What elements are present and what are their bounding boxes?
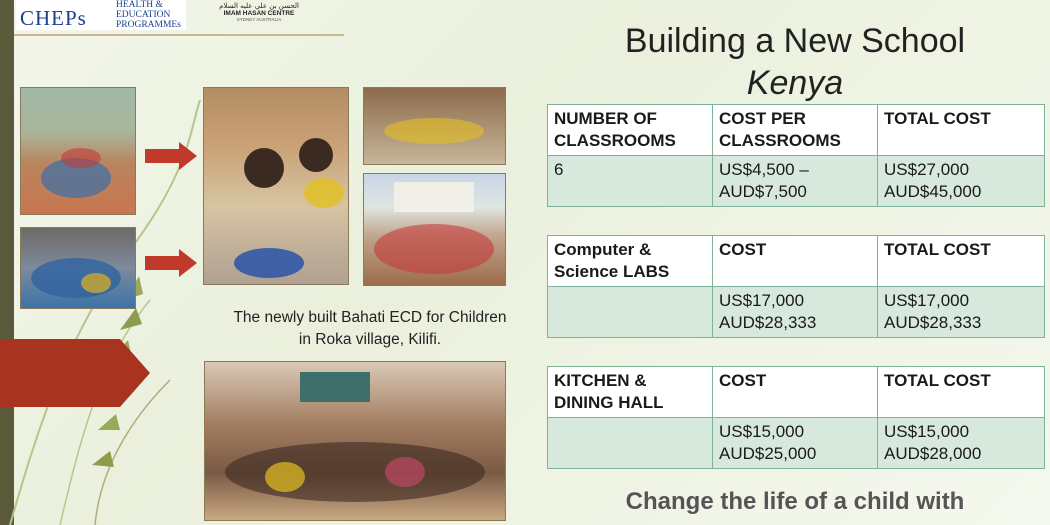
imam-logo-arabic: الحسن بن علي عليه السلام xyxy=(219,2,299,10)
cheps-logo xyxy=(16,0,186,30)
table-cell xyxy=(548,418,713,469)
photo-classroom-desks xyxy=(203,87,349,285)
photo-children-group xyxy=(20,227,136,309)
table-cell: 6 xyxy=(548,156,713,207)
imam-logo-name: IMAM HASAN CENTRE xyxy=(223,10,295,17)
table-header: Computer & Science LABS xyxy=(548,236,713,287)
table-cell: US$27,000 AUD$45,000 xyxy=(878,156,1045,207)
call-to-action-text: Change the life of a child with xyxy=(625,488,965,515)
slide-subtitle: Kenya xyxy=(746,64,844,102)
table-header: TOTAL COST xyxy=(878,105,1045,156)
photo-classroom-interior xyxy=(204,361,506,521)
table-header: COST PER CLASSROOMS xyxy=(713,105,878,156)
table-cell: US$15,000 AUD$28,000 xyxy=(878,418,1045,469)
table-cell: US$17,000 AUD$28,333 xyxy=(878,287,1045,338)
imam-logo-sub: SYDNEY AUSTRALIA xyxy=(236,17,282,22)
photo-classroom-students xyxy=(363,87,506,165)
slide-title: Building a New School xyxy=(624,22,966,60)
labs-cost-table xyxy=(547,235,1045,338)
table-header: COST xyxy=(713,367,878,418)
cheps-logo-subtext: HEALTH & EDUCATION PROGRAMMEs xyxy=(116,0,181,30)
photo-caption: The newly built Bahati ECD for Children in Roka village, Kilifi. xyxy=(233,309,507,348)
classrooms-cost-table xyxy=(547,104,1045,207)
table-header: KITCHEN & DINING HALL xyxy=(548,367,713,418)
side-pointer-tab xyxy=(0,339,120,407)
table-cell: US$15,000 AUD$25,000 xyxy=(713,418,878,469)
table-cell xyxy=(548,287,713,338)
table-header: NUMBER OF CLASSROOMS xyxy=(548,105,713,156)
cheps-logo-text: CHEPs xyxy=(20,6,87,30)
photo-children-outdoor xyxy=(20,87,136,215)
table-header: TOTAL COST xyxy=(878,367,1045,418)
kitchen-cost-table xyxy=(547,366,1045,469)
photo-school-building xyxy=(363,173,506,286)
imam-hasan-logo xyxy=(218,0,300,30)
table-cell: US$17,000 AUD$28,333 xyxy=(713,287,878,338)
table-header: TOTAL COST xyxy=(878,236,1045,287)
table-cell: US$4,500 – AUD$7,500 xyxy=(713,156,878,207)
header-divider xyxy=(14,34,344,36)
table-header: COST xyxy=(713,236,878,287)
